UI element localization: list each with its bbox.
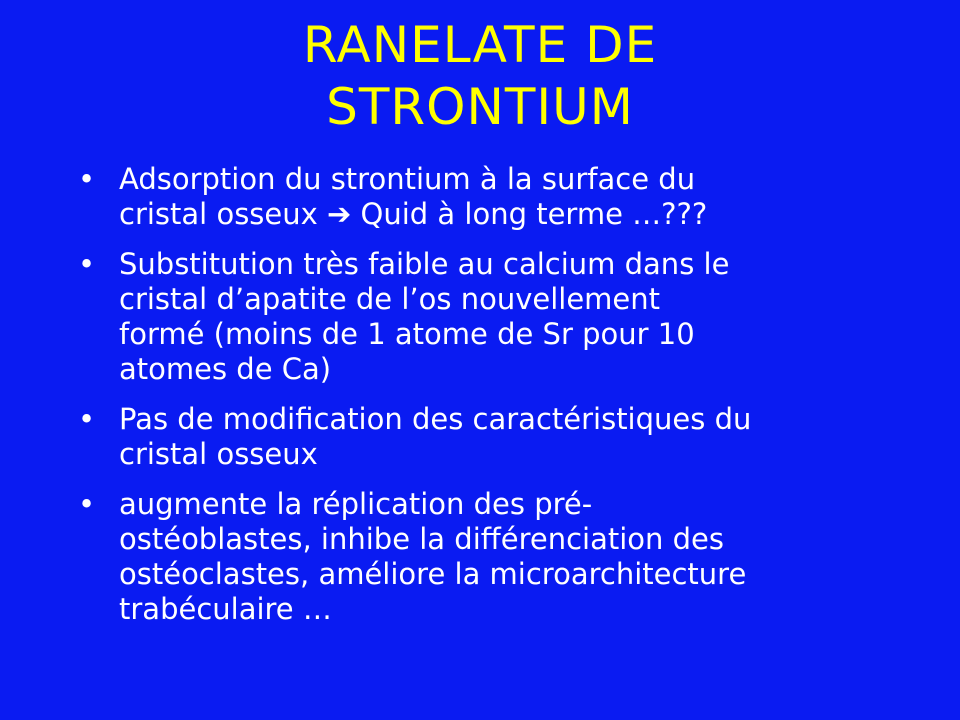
slide-title-line-1: RANELATE DE: [302, 16, 658, 74]
bullet-item-adsorption: [78, 162, 898, 232]
bullet-item-replication: [78, 487, 898, 627]
bullet-list: [78, 162, 898, 642]
bullet-2-line-4: atomes de Ca): [119, 352, 332, 386]
bullet-2-line-2: cristal d’apatite de l’os nouvellement: [119, 282, 661, 316]
bullet-4-line-3: ostéoclastes, améliore la microarchitecture: [119, 557, 747, 591]
bullet-dot-icon: •: [78, 487, 96, 521]
bullet-4-line-1: augmente la réplication des pré-: [119, 487, 593, 521]
bullet-4-line-2: ostéoblastes, inhibe la différenciation des: [119, 522, 724, 556]
bullet-item-no-modification: [78, 402, 898, 472]
slide-title: [0, 14, 960, 138]
bullet-3-line-1: Pas de modification des caractéristiques du: [119, 402, 752, 436]
bullet-1-line-2: cristal osseux ➔ Quid à long terme …???: [119, 197, 708, 231]
bullet-2-line-3: formé (moins de 1 atome de Sr pour 10: [119, 317, 695, 351]
bullet-2-line-1: Substitution très faible au calcium dans le: [119, 247, 730, 281]
bullet-3-line-2: cristal osseux: [119, 437, 318, 471]
bullet-item-substitution: [78, 247, 898, 387]
bullet-dot-icon: •: [78, 162, 96, 196]
slide-title-line-2: STRONTIUM: [326, 78, 634, 136]
bullet-dot-icon: •: [78, 402, 96, 436]
bullet-4-line-4: trabéculaire …: [119, 592, 332, 626]
bullet-dot-icon: •: [78, 247, 96, 281]
bullet-1-line-1: Adsorption du strontium à la surface du: [119, 162, 696, 196]
